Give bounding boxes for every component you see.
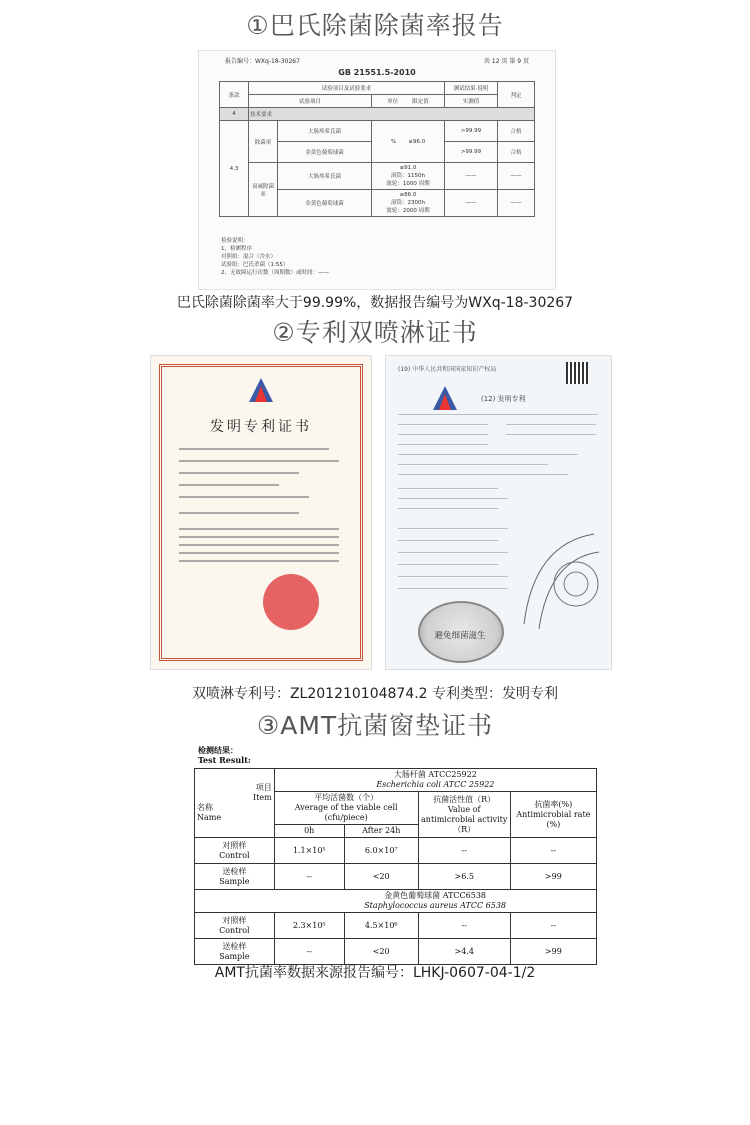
decay-saureus-measured: —— (445, 190, 498, 217)
col-limit: 单位 限定值 (372, 95, 445, 108)
decay-ecoli-measured: —— (445, 163, 498, 190)
section1-caption: 巴氏除菌除菌率大于99.99%，数据报告编号为WXq-18-30267 (176, 295, 574, 311)
col-result-group: 测试结果·说明 (445, 82, 498, 95)
antibacterial-report (198, 50, 556, 290)
ecoli-sample-0h: -- (274, 864, 344, 890)
ecoli-sample-24h: <20 (344, 864, 418, 890)
official-seal-icon (263, 574, 319, 630)
row-4-no: 4 (220, 108, 249, 121)
staph-control-rate: -- (510, 913, 596, 939)
section2-heading: ②专利双喷淋证书 (272, 318, 478, 347)
col-verdict: 判定 (498, 82, 535, 108)
patent-certificate-image (150, 355, 372, 670)
report-page-info: 共 12 页 第 9 页 (484, 58, 529, 65)
staph-control-label: 对照样 Control (195, 913, 275, 939)
decay-limit-2: ≥86.0 滚筒：2300h 波轮：2000 周期 (372, 190, 445, 217)
staph-control-24h: 4.5×10⁶ (344, 913, 418, 939)
section2-caption: 双喷淋专利号：ZL201210104874.2 专利类型：发明专利 (191, 686, 559, 702)
magnifier-text: 避免细菌滋生 (434, 631, 486, 641)
decay-ecoli-label: 大肠埃希氏菌 (278, 163, 372, 190)
qr-code-icon (566, 362, 588, 384)
ecoli-sample-rate: >99 (510, 864, 596, 890)
row-43-no: 4.3 (220, 121, 249, 217)
test-result-label: 检测结果： Test Result: (198, 745, 251, 765)
rate-header: 抗菌率(%) Antimicrobial rate (%) (510, 792, 596, 838)
col-24h: After 24h (344, 825, 418, 838)
row-4-label: 技术要求 (249, 108, 535, 121)
decay-limit-1: ≥91.0 滚筒：1150h 波轮：1000 周期 (372, 163, 445, 190)
report-number: 报告编号：WXq-18-30267 (225, 58, 300, 65)
staph-header: 金黄色葡萄球菌 ATCC6538 Staphylococcus aureus ATCC 6538 (274, 890, 596, 913)
col-measured: 实测值 (445, 95, 498, 108)
decay-saureus-label: 金黄色葡萄球菌 (278, 190, 372, 217)
ecoli-sample-activity: >6.5 (418, 864, 510, 890)
patent-type-label: (12) 发明专利 (481, 395, 526, 403)
activity-header: 抗菌活性值（R） Value of antimicrobial activity（R） (418, 792, 510, 838)
decay-saureus-verdict: —— (498, 190, 535, 217)
patent-document-image (385, 355, 612, 670)
section3-heading: ③AMT抗菌窗垫证书 (256, 711, 494, 740)
staph-sample-0h: -- (274, 939, 344, 965)
report-notes: 检验说明： 1、检测程序 对照组：混合（冷水） 试验组：巴氏杀菌（1:55） 2、无故障运行次数（周期数）或时间：—— (221, 238, 330, 276)
certificate-title: 发明专利证书 (210, 419, 312, 435)
staph-sample-24h: <20 (344, 939, 418, 965)
patent-office-logo-icon (247, 376, 275, 404)
report-standard: GB 21551.5-2010 (338, 68, 416, 77)
staph-sample-activity: >4.4 (418, 939, 510, 965)
drum-drawing-icon (514, 524, 602, 634)
ecoli-sample-label: 送检样 Sample (195, 864, 275, 890)
ecoli-control-activity: -- (418, 838, 510, 864)
amt-results-table (194, 768, 597, 965)
ecoli-label: 大肠埃希氏菌 (278, 121, 372, 142)
staph-control-0h: 2.3×10⁵ (274, 913, 344, 939)
ecoli-verdict: 合格 (498, 121, 535, 142)
col-item: 试验项目 (249, 95, 372, 108)
limit-96: % ≥96.0 (372, 121, 445, 163)
col-0h: 0h (274, 825, 344, 838)
staph-sample-label: 送检样 Sample (195, 939, 275, 965)
ecoli-measured: >99.99 (445, 121, 498, 142)
report-table (219, 81, 535, 217)
staph-sample-rate: >99 (510, 939, 596, 965)
ecoli-control-24h: 6.0×10⁷ (344, 838, 418, 864)
ecoli-header: 大肠杆菌 ATCC25922 Escherichia coli ATCC 25922 (274, 769, 596, 792)
decay-ecoli-verdict: —— (498, 163, 535, 190)
col-clause: 条款 (220, 82, 249, 108)
patent-doc-header: (19) 中华人民共和国国家知识产权局 (398, 366, 497, 373)
patent-office-logo-icon (431, 384, 459, 412)
ecoli-control-label: 对照样 Control (195, 838, 275, 864)
ecoli-control-rate: -- (510, 838, 596, 864)
avg-viable-header: 平均活菌数（个） Average of the viable cell (cfu/piece) (274, 792, 418, 825)
section3-caption: AMT抗菌率数据来源报告编号：LHKJ-0607-04-1/2 (214, 965, 536, 981)
group-removal-rate: 除菌率 (249, 121, 278, 163)
saureus-verdict: 合格 (498, 142, 535, 163)
saureus-measured: >99.99 (445, 142, 498, 163)
saureus-label: 金黄色葡萄球菌 (278, 142, 372, 163)
col-items-req: 试验项目及试验要求 (249, 82, 445, 95)
section1-heading: ①巴氏除菌除菌率报告 (246, 11, 504, 40)
group-decay-rate: 衰减除菌率 (249, 163, 278, 217)
ecoli-control-0h: 1.1×10⁵ (274, 838, 344, 864)
staph-control-activity: -- (418, 913, 510, 939)
header-item-name: 项目 Item 名称 Name (195, 769, 275, 838)
